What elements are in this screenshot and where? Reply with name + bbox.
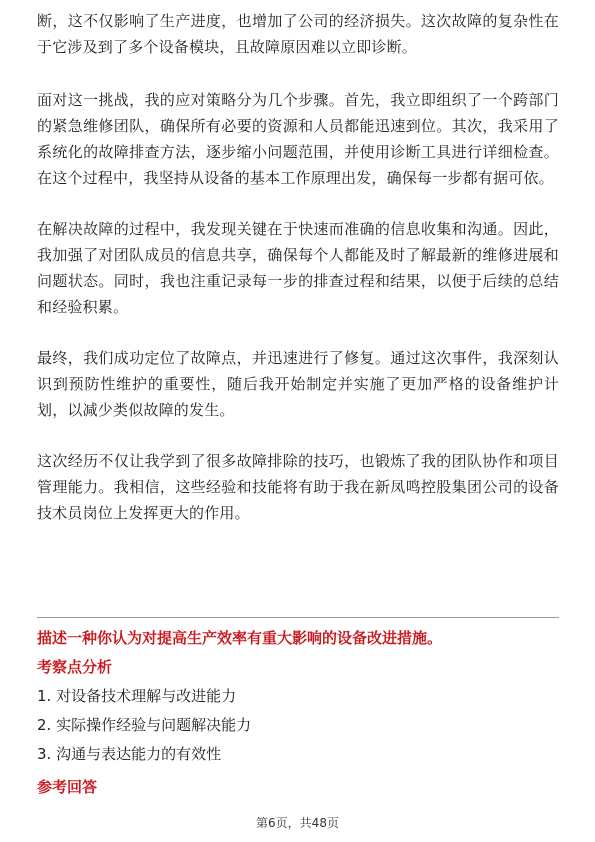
answer-body — [37, 8, 559, 551]
list-item: 1. 对设备技术理解与改进能力 — [37, 687, 237, 705]
reference-answer-heading: 参考回答 — [37, 778, 98, 796]
paragraph-1: 断，这不仅影响了生产进度，也增加了公司的经济损失。这次故障的复杂性在于它涉及到了多个设备模块，且故障原因难以立即诊断。 — [37, 12, 559, 56]
paragraph-4: 最终，我们成功定位了故障点，并迅速进行了修复。通过这次事件，我深刻认识到预防性维护的重要性，随后我开始制定并实施了更加严格的设备维护计划，以减少类似故障的发生。 — [37, 349, 559, 419]
section-divider — [37, 617, 559, 618]
analysis-heading: 考察点分析 — [37, 658, 113, 676]
paragraph-2: 面对这一挑战，我的应对策略分为几个步骤。首先，我立即组织了一个跨部门的紧急维修团队，确保所有必要的资源和人员都能迅速到位。其次，我采用了系统化的故障排查方法，逐步缩小问题范围，并使用诊断工具进行详细检查。在这个过程中，我坚持从设备的基本工作原理出发，确保每一步都有据可依。 — [37, 91, 559, 187]
paragraph-5: 这次经历不仅让我学到了很多故障排除的技巧，也锻炼了我的团队协作和项目管理能力。我相信，这些经验和技能将有助于我在新凤鸣控股集团公司的设备技术员岗位上发挥更大的作用。 — [37, 452, 559, 522]
list-item: 2. 实际操作经验与问题解决能力 — [37, 716, 252, 734]
analysis-points-list — [37, 684, 251, 771]
list-item: 3. 沟通与表达能力的有效性 — [37, 745, 222, 763]
paragraph-3: 在解决故障的过程中，我发现关键在于快速而准确的信息收集和沟通。因此，我加强了对团队成员的信息共享，确保每个人都能及时了解最新的维修进展和问题状态。同时，我也注重记录每一步的排查过程和结果，以便于后续的总结和经验积累。 — [37, 220, 559, 316]
question-title: 描述一种你认为对提高生产效率有重大影响的设备改进措施。 — [37, 629, 443, 647]
page-number-footer: 第6页，共48页 — [256, 816, 339, 830]
